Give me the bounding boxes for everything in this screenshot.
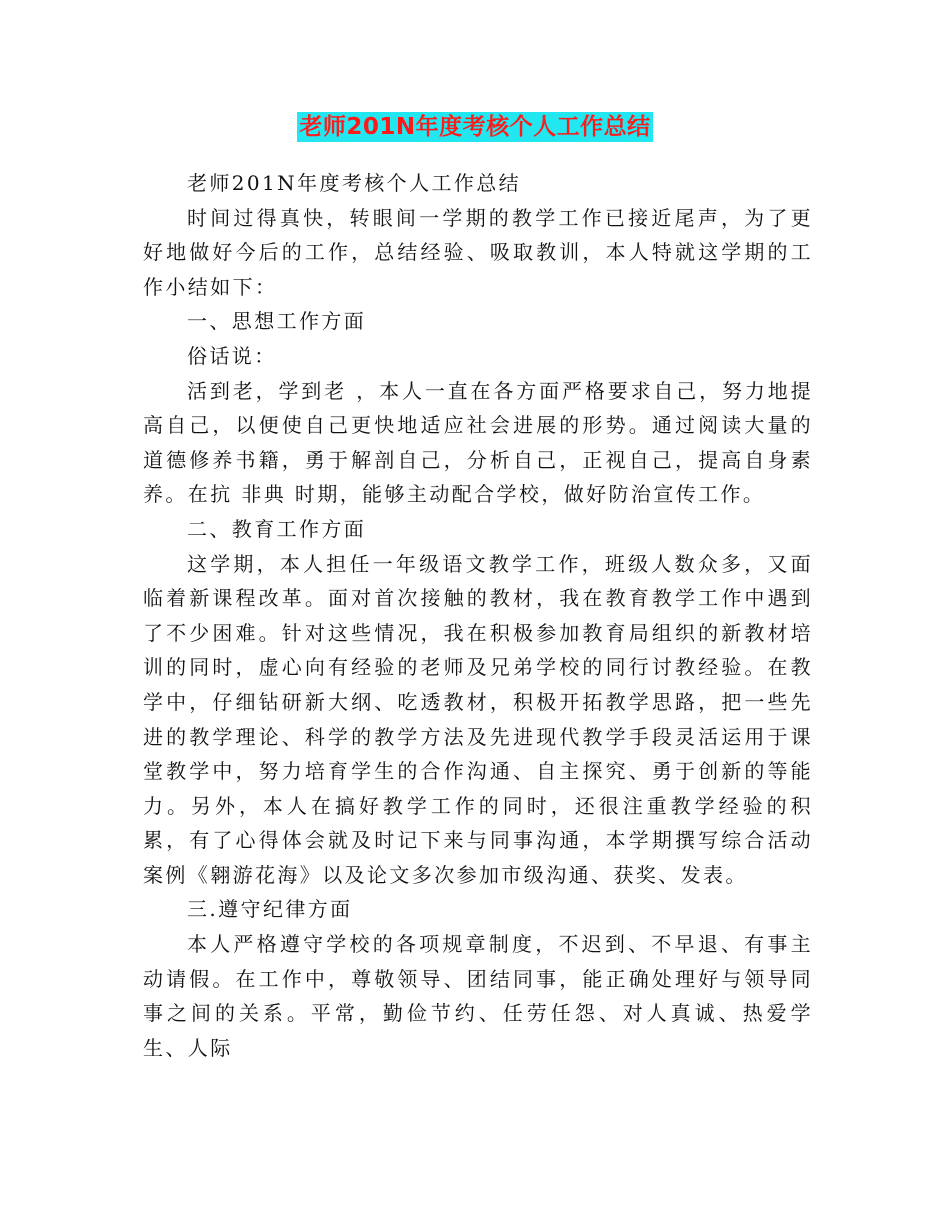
section-heading-discipline: 三.遵守纪律方面 — [187, 897, 353, 922]
thought-paragraph: 活到老，学到老 ，本人一直在各方面严格要求自己，努力地提高自己，以便使自己更快地适应社会进展的形势。通过阅读大量的道德修养书籍，勇于解剖自己，分析自己，正视自己，提高自身素养。在抗 非典 时期，能够主动配合学校，做好防治宣传工作。 — [143, 378, 813, 507]
subtitle-paragraph: 老师201N年度考核个人工作总结 — [187, 171, 522, 195]
document-title: 老师201N年度考核个人工作总结 — [299, 114, 651, 140]
intro-paragraph: 时间过得真快，转眼间一学期的教学工作已接近尾声，为了更好地做好今后的工作，总结经验、吸取教训，本人特就这学期的工作小结如下： — [143, 205, 813, 299]
document-body — [143, 166, 813, 1065]
proverb-lead-paragraph: 俗话说： — [187, 343, 277, 368]
section-heading-education: 二、教育工作方面 — [187, 516, 367, 541]
title-container — [0, 112, 950, 142]
education-paragraph: 这学期，本人担任一年级语文教学工作，班级人数众多，又面临着新课程改革。面对首次接触的教材，我在教育教学工作中遇到了不少困难。针对这些情况，我在积极参加教育局组织的新教材培训的同时，虚心向有经验的老师及兄弟学校的同行讨教经验。在教学中，仔细钻研新大纲、吃透教材，积极开拓教学思路，把一些先进的教学理论、科学的教学方法及先进现代教学手段灵活运用于课堂教学中，努力培育学生的合作沟通、自主探究、勇于创新的等能力。另外，本人在搞好教学工作的同时，还很注重教学经验的积累，有了心得体会就及时记下来与同事沟通，本学期撰写综合活动案例《翱游花海》以及论文多次参加市级沟通、获奖、发表。 — [143, 551, 813, 887]
section-heading-thought: 一、思想工作方面 — [187, 309, 367, 334]
discipline-paragraph: 本人严格遵守学校的各项规章制度，不迟到、不早退、有事主动请假。在工作中，尊敬领导、团结同事，能正确处理好与领导同事之间的关系。平常，勤俭节约、任劳任怨、对人真诚、热爱学生、人际 — [143, 932, 813, 1060]
